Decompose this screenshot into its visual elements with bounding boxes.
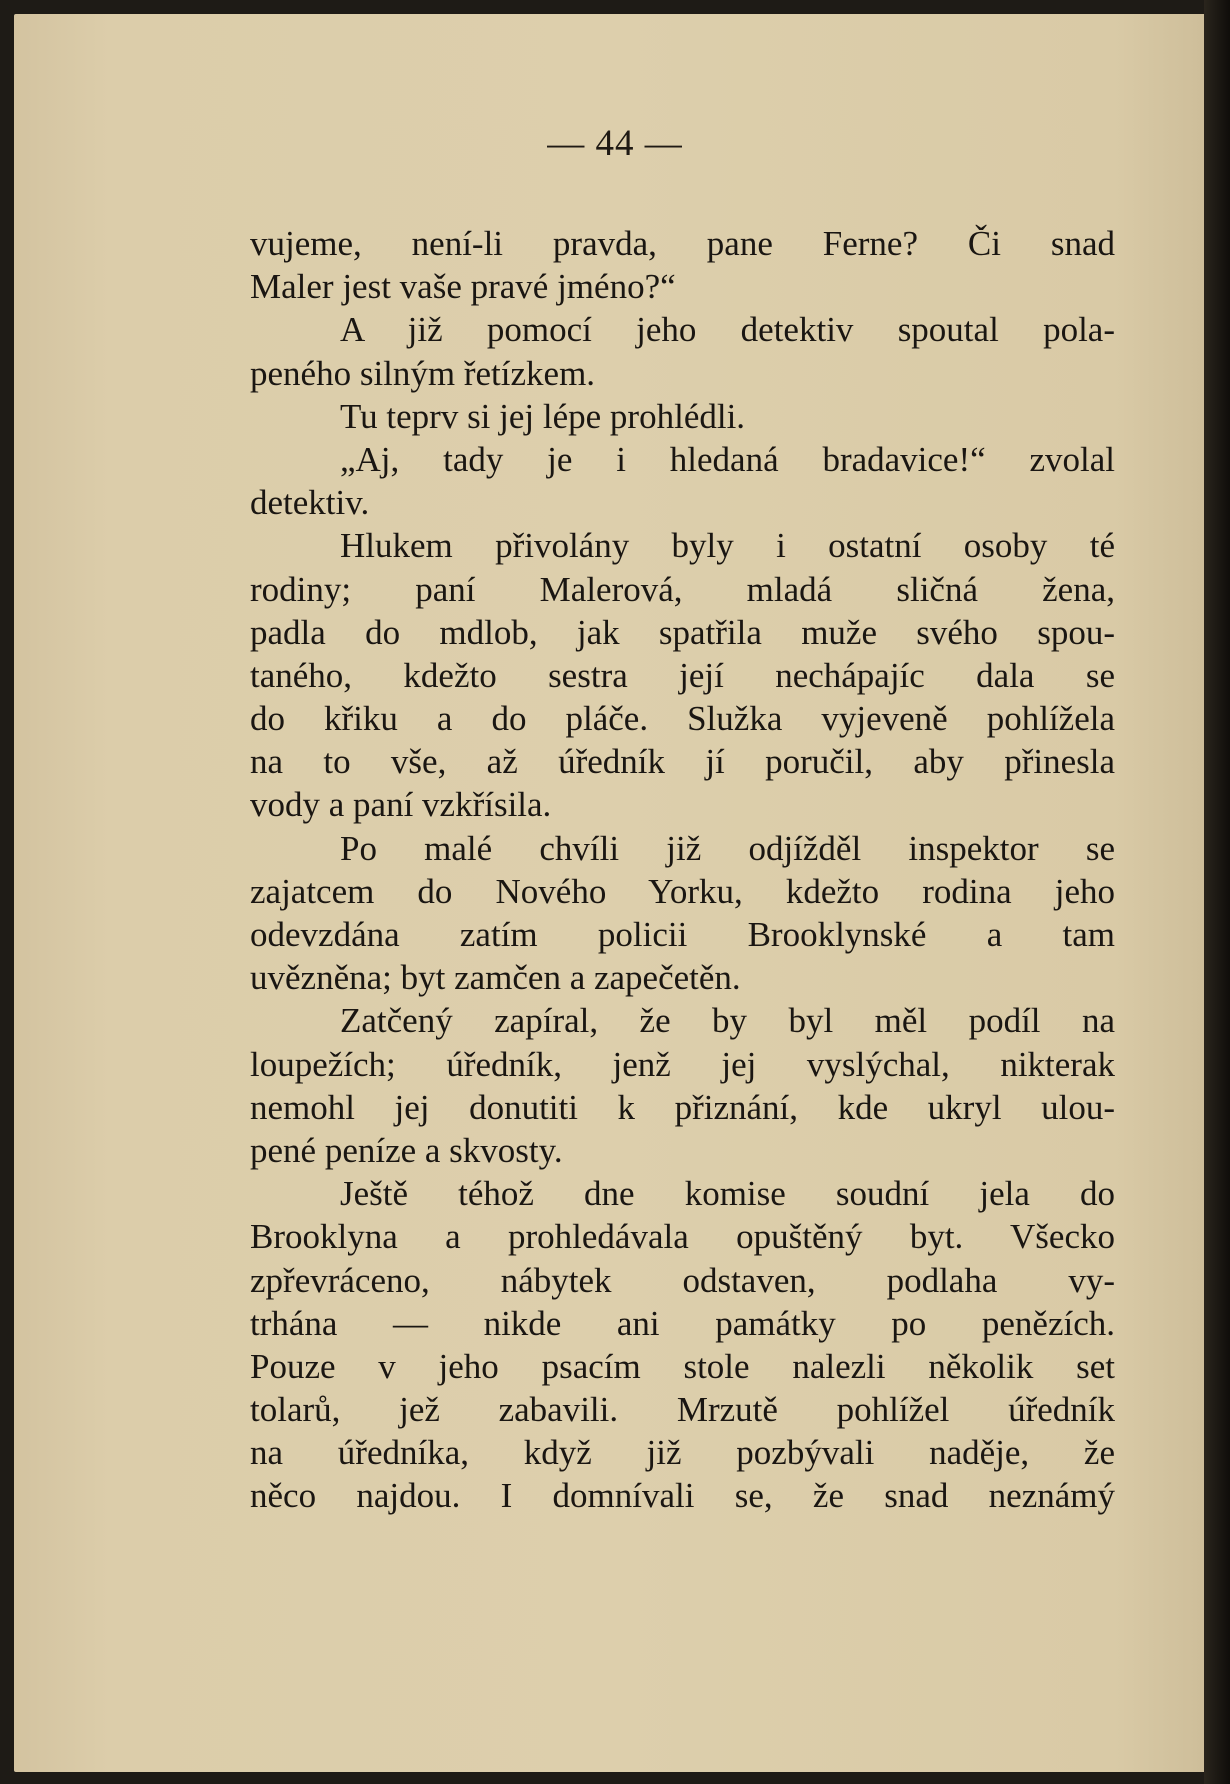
text-line-29: na úředníka, když již pozbývali naděje, že — [250, 1433, 1115, 1473]
body-text — [250, 222, 1115, 1518]
text-line-30: něco najdou. I domnívali se, že snad neznámý — [250, 1476, 1115, 1516]
text-line-9: rodiny; paní Malerová, mladá sličná žena, — [250, 569, 1115, 609]
text-line-16: zajatcem do Nového Yorku, kdežto rodina jeho — [250, 871, 1115, 911]
text-line-7: detektiv. — [250, 483, 370, 523]
text-line-4: peného silným řetízkem. — [250, 353, 596, 393]
text-line-27: Pouze v jeho psacím stole nalezli několik set — [250, 1346, 1115, 1386]
text-line-1: vujeme, není-li pravda, pane Ferne? Či snad — [250, 224, 1115, 263]
text-line-20: loupežích; úředník, jenž jej vyslýchal, nikterak — [250, 1044, 1115, 1084]
binding-shadow — [1204, 0, 1230, 1784]
text-line-23: Ještě téhož dne komise soudní jela do — [340, 1174, 1115, 1214]
text-line-5: Tu teprv si jej lépe prohlédli. — [340, 396, 746, 436]
text-line-25: zpřevráceno, nábytek odstaven, podlaha vy- — [250, 1260, 1115, 1300]
text-line-8: Hlukem přivolány byly i ostatní osoby té — [340, 526, 1115, 566]
text-line-18: uvězněna; byt zamčen a zapečetěn. — [250, 958, 741, 998]
text-line-2: Maler jest vaše pravé jméno?“ — [250, 267, 676, 307]
text-line-28: tolarů, jež zabavili. Mrzutě pohlížel úředník — [250, 1390, 1115, 1430]
text-line-22: pené peníze a skvosty. — [250, 1130, 563, 1170]
text-line-3: A již pomocí jeho detektiv spoutal pola- — [340, 310, 1115, 350]
text-line-11: taného, kdežto sestra její nechápajíc dala se — [250, 655, 1115, 695]
text-line-13: na to vše, až úředník jí poručil, aby přinesla — [250, 742, 1115, 782]
text-line-17: odevzdána zatím policii Brooklynské a tam — [250, 915, 1115, 954]
text-line-21: nemohl jej donutiti k přiznání, kde ukryl ulou- — [250, 1087, 1115, 1127]
text-line-10: padla do mdlob, jak spatřila muže svého spou- — [250, 612, 1115, 652]
text-line-24: Brooklyna a prohledávala opuštěný byt. Všecko — [250, 1217, 1115, 1257]
text-line-15: Po malé chvíli již odjížděl inspektor se — [340, 828, 1115, 868]
text-line-12: do křiku a do pláče. Služka vyjeveně pohlížela — [250, 699, 1115, 739]
text-line-19: Zatčený zapíral, že by byl měl podíl na — [340, 1001, 1115, 1041]
text-line-26: trhána — nikde ani památky po penězích. — [250, 1303, 1115, 1343]
text-line-6: „Aj, tady je i hledaná bradavice!“ zvolal — [340, 439, 1115, 479]
page-number: — 44 — — [547, 123, 683, 164]
text-line-14: vody a paní vzkřísila. — [250, 785, 552, 825]
